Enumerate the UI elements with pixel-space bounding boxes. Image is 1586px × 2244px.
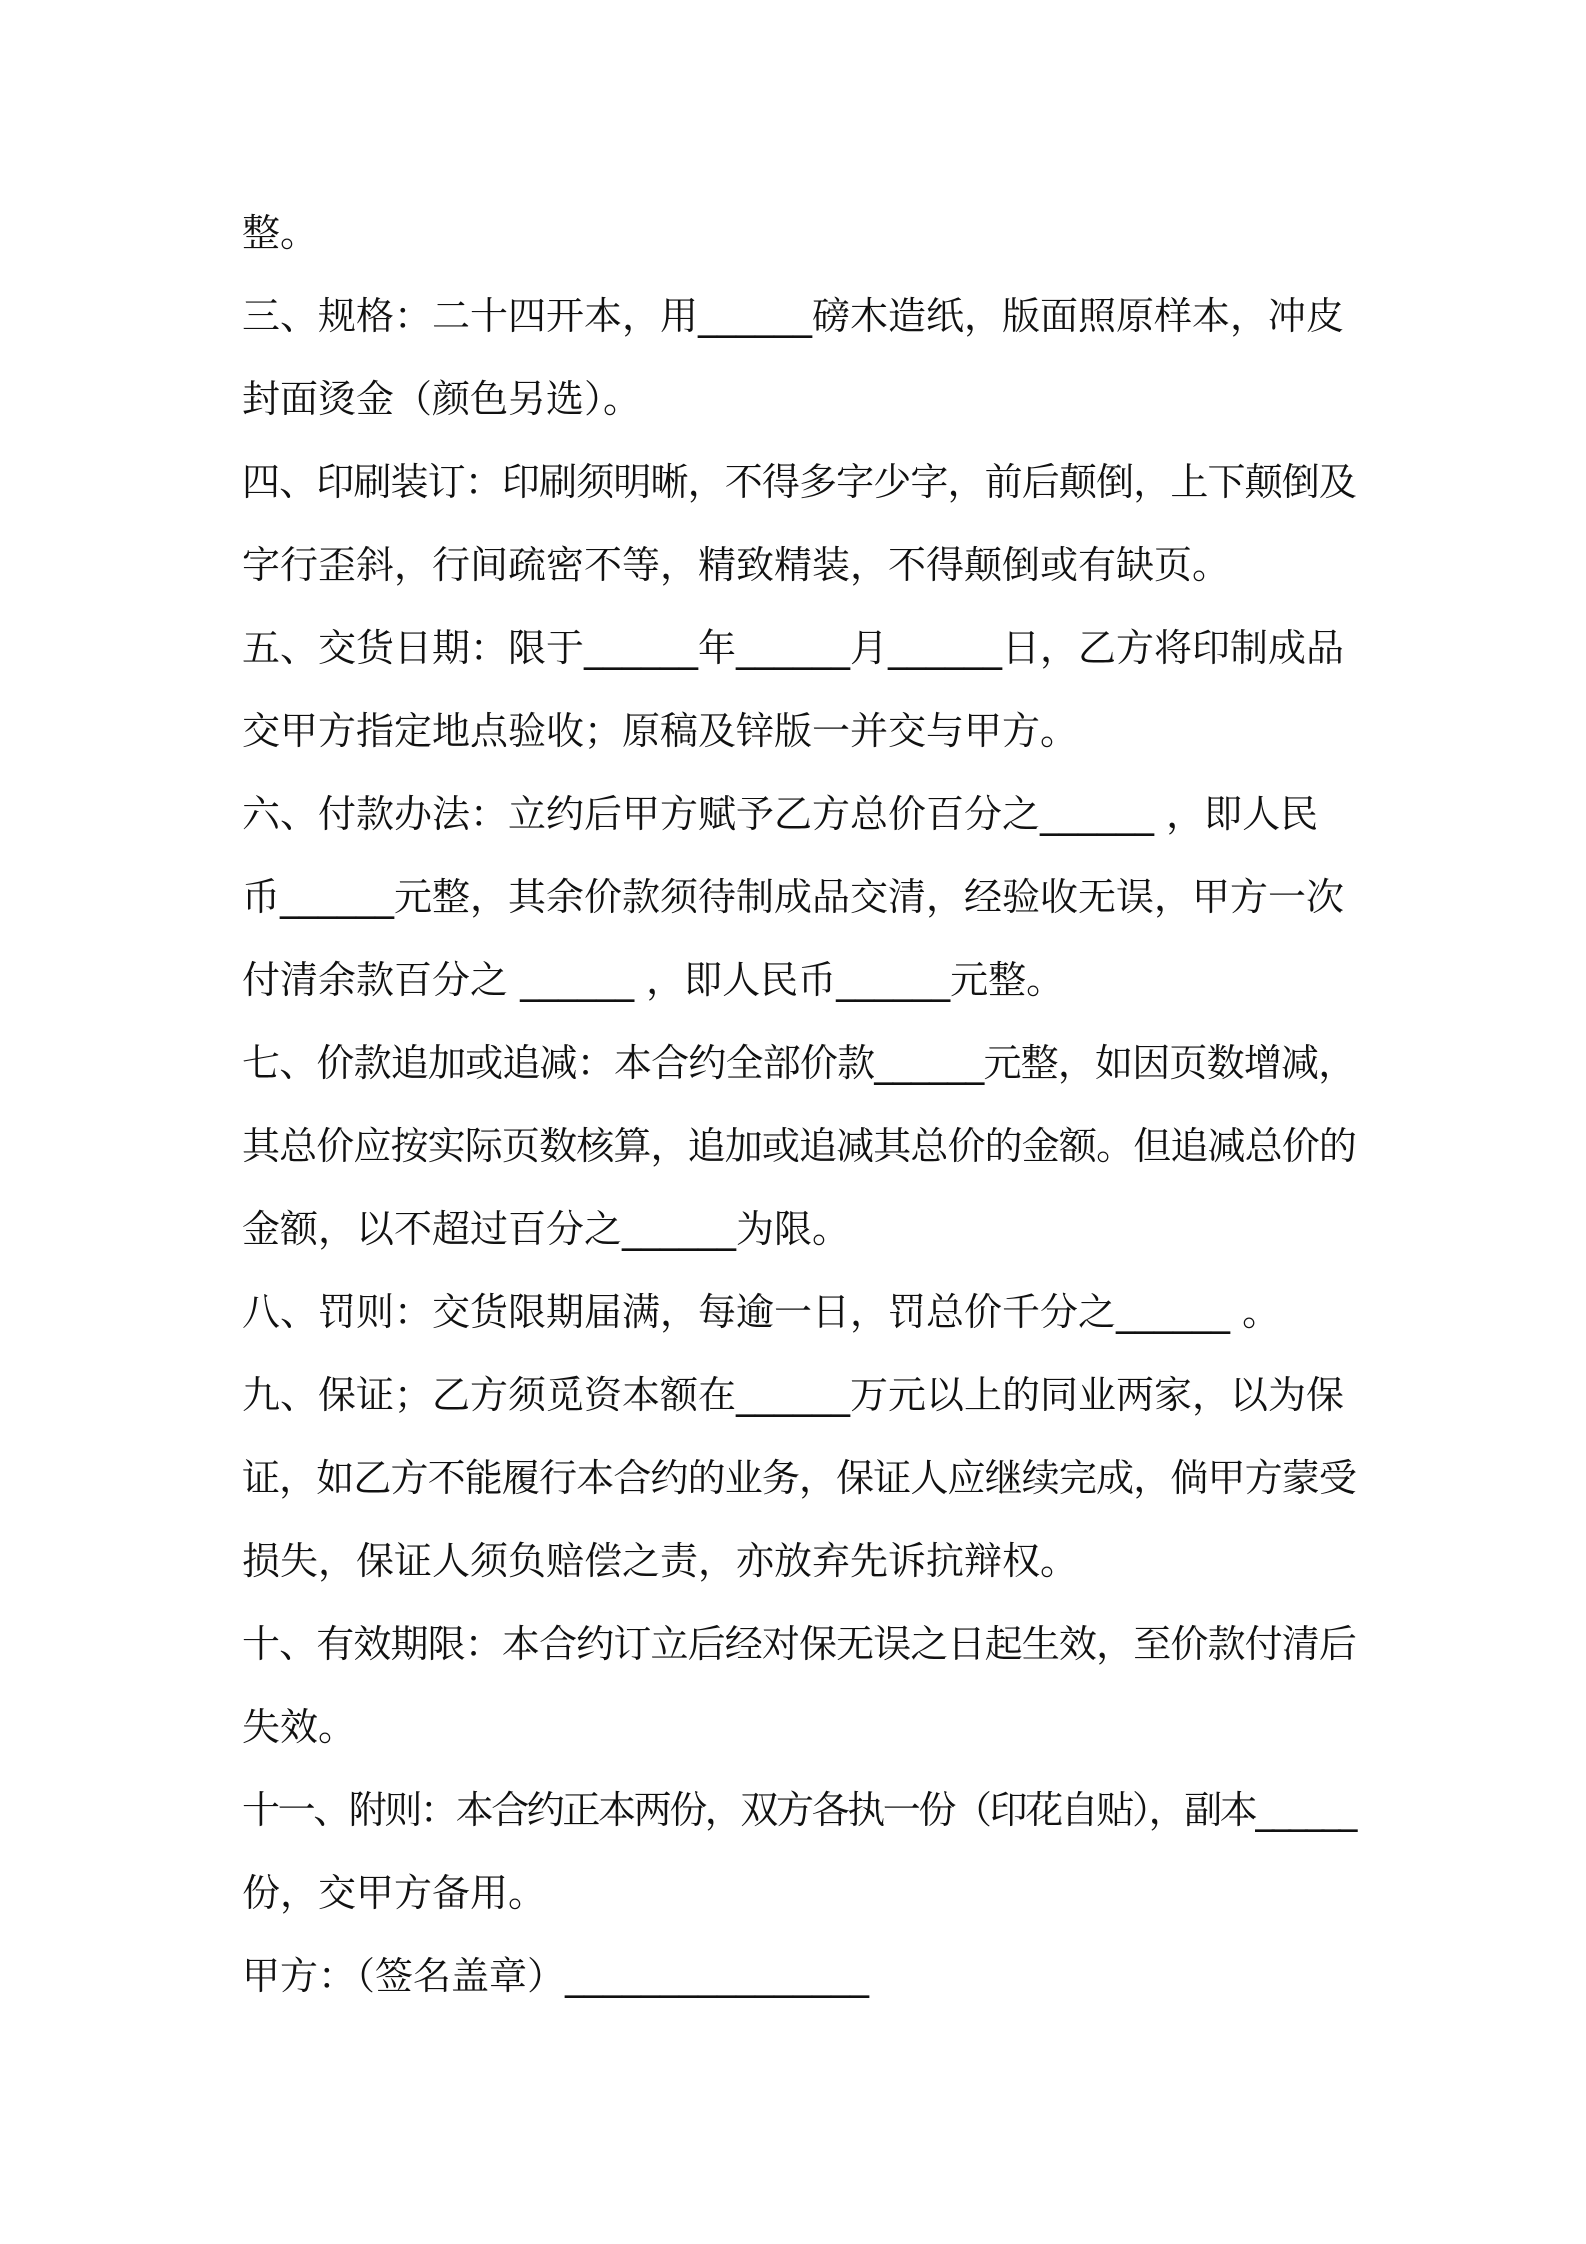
text-line: 失效。 bbox=[242, 1705, 357, 1749]
text-line: 九、保证；乙方须觅资本额在______万元以上的同业两家，以为保 bbox=[242, 1373, 1345, 1417]
text-line: 八、罚则：交货限期届满，每逾一日，罚总价千分之______ 。 bbox=[242, 1290, 1281, 1334]
text-line: 证，如乙方不能履行本合约的业务，保证人应继续完成，倘甲方蒙受 bbox=[242, 1456, 1357, 1500]
text-line: 十一、附则：本合约正本两份，双方各执一份（印花自贴），副本______ bbox=[242, 1788, 1356, 1832]
text-line: 份，交甲方备用。 bbox=[242, 1871, 547, 1915]
text-line: 五、交货日期：限于______年______月______日，乙方将印制成品 bbox=[242, 626, 1345, 670]
signature-line: 甲方：（签名盖章）________________ bbox=[242, 1954, 870, 1998]
text-line: 四、印刷装订：印刷须明晰，不得多字少字，前后颠倒，上下颠倒及 bbox=[242, 460, 1357, 504]
text-line: 六、付款办法：立约后甲方赋予乙方总价百分之______ ，即人民 bbox=[242, 792, 1319, 836]
text-line: 字行歪斜，行间疏密不等，精致精装，不得颠倒或有缺页。 bbox=[242, 543, 1231, 587]
text-line: 七、价款追加或追减：本合约全部价款______元整，如因页数增减， bbox=[242, 1041, 1356, 1085]
text-line: 十、有效期限：本合约订立后经对保无误之日起生效，至价款付清后 bbox=[242, 1622, 1357, 1666]
text-line: 币______元整，其余价款须待制成品交清，经验收无误，甲方一次 bbox=[242, 875, 1345, 919]
text-line: 整。 bbox=[242, 211, 319, 255]
contract-body bbox=[242, 192, 1362, 2018]
text-line: 其总价应按实际页数核算，追加或追减其总价的金额。但追减总价的 bbox=[242, 1124, 1357, 1168]
text-line: 损失，保证人须负赔偿之责，亦放弃先诉抗辩权。 bbox=[242, 1539, 1079, 1583]
text-line: 封面烫金（颜色另选）。 bbox=[242, 377, 642, 421]
text-line: 付清余款百分之 ______ ，即人民币______元整。 bbox=[242, 958, 1065, 1002]
text-line: 金额，以不超过百分之______为限。 bbox=[242, 1207, 851, 1251]
text-line: 交甲方指定地点验收；原稿及锌版一并交与甲方。 bbox=[242, 709, 1079, 753]
text-line: 三、规格：二十四开本，用______磅木造纸，版面照原样本，冲皮 bbox=[242, 294, 1345, 338]
